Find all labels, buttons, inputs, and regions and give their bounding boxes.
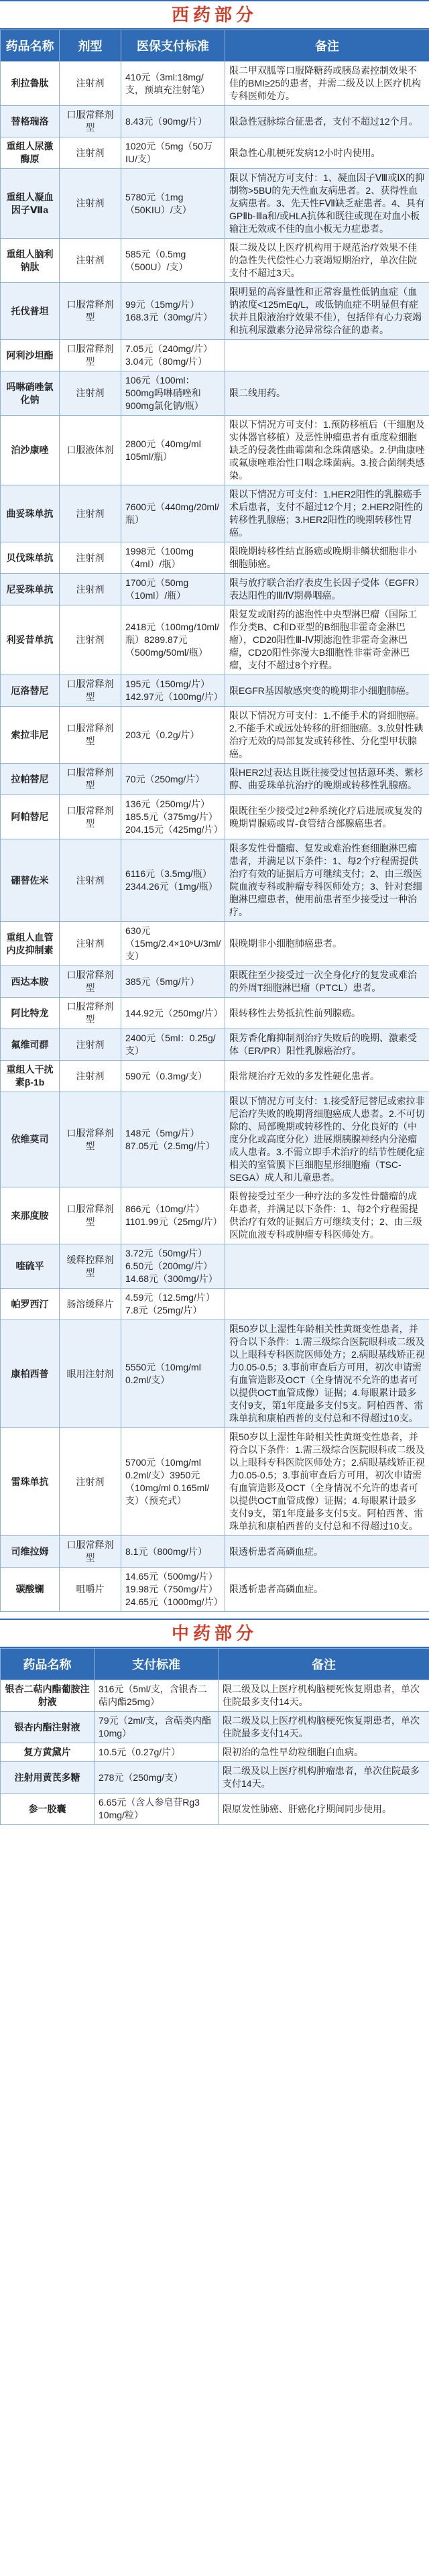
- drug-price: 385元（5mg/片）: [121, 966, 225, 998]
- drug-row: [1, 137, 429, 169]
- drug-name: 喹硫平: [1, 1244, 60, 1289]
- drug-note: [225, 1289, 429, 1320]
- drug-form: 注射剂: [60, 1029, 121, 1061]
- drug-note: 限50岁以上湿性年龄相关性黄斑变性患者，并符合以下条件：1.需三级综合医院眼科或二级及以上眼科专科医院医师处方；2.病眼基线矫正视力0.05-0.5；3.事前审查后方可用，初次申请需有血管造影及OCT（全身情况不允许的患者可以提供OCT血管成像）证据；4.每眼累计最多支付9支，第1年度最多支付5支。阿柏西普、雷珠单抗和康柏西普的支付总和不得超过10支。: [225, 1320, 429, 1428]
- drug-row: [1, 371, 429, 416]
- header-price: 医保支付标准: [121, 30, 225, 62]
- drug-row: [1, 707, 429, 764]
- drug-price: 1020元（5mg（50万IU/支）: [121, 137, 225, 169]
- drug-price: 866元（10mg/片）1101.99元（25mg/片）: [121, 1187, 225, 1244]
- drug-note: 限以下情况方可支付：1.不能手术的肾细胞癌。2.不能手术或远处转移的肝细胞癌。3.放射性碘治疗无效的局部复发或转移性、分化型甲状腺癌。: [225, 707, 429, 764]
- drug-note: [225, 340, 429, 371]
- drug-row: [1, 239, 429, 283]
- drug-row: [1, 675, 429, 707]
- drug-form: 咀嚼片: [60, 1568, 121, 1612]
- drug-form: 注射剂: [60, 169, 121, 239]
- drug-name: 吗啉硝唑氯化钠: [1, 371, 60, 416]
- drug-row: [1, 1244, 429, 1289]
- header-note: 备注: [225, 30, 429, 62]
- drug-form: 口服常释剂型: [60, 340, 121, 371]
- tcm-name: 注射用黄芪多糖: [1, 1762, 95, 1794]
- drug-form: 注射剂: [60, 239, 121, 283]
- tcm-row: [1, 1794, 429, 1825]
- drug-form: 口服常释剂型: [60, 1536, 121, 1568]
- tcm-price: 10.5元（0.27g/片）: [95, 1743, 219, 1762]
- western-table: [0, 30, 429, 1612]
- drug-name: 氟维司群: [1, 1029, 60, 1061]
- drug-name: 康柏西普: [1, 1320, 60, 1428]
- drug-form: 注射剂: [60, 574, 121, 605]
- drug-form: 注射剂: [60, 137, 121, 169]
- drug-note: 限晚期非小细胞肺癌患者。: [225, 922, 429, 966]
- drug-price: 7.05元（240mg/片）3.04元（80mg/片）: [121, 340, 225, 371]
- drug-row: [1, 1428, 429, 1536]
- drug-note: 限明显的高容量性和正常容量性低钠血症（血钠浓度<125mEq/L，或低钠血症不明显但有症状并且限液治疗效果不佳），包括伴有心力衰竭和抗利尿激素分泌异常综合征的患者。: [225, 283, 429, 340]
- tcm-header-note: 备注: [219, 1649, 429, 1680]
- drug-form: 口服常释剂型: [60, 966, 121, 998]
- tcm-header-name: 药品名称: [1, 1649, 95, 1680]
- drug-price: 106元（100ml：500mg吗啉硝唑和900mg氯化钠/瓶）: [121, 371, 225, 416]
- drug-name: 利妥昔单抗: [1, 605, 60, 675]
- drug-form: 注射剂: [60, 371, 121, 416]
- drug-row: [1, 764, 429, 795]
- drug-name: 利拉鲁肽: [1, 62, 60, 106]
- drug-form: 口服常释剂型: [60, 675, 121, 707]
- drug-row: [1, 106, 429, 137]
- drug-name: 硼替佐米: [1, 839, 60, 922]
- drug-note: 限二线用药。: [225, 371, 429, 416]
- tcm-price: 278元（250mg/支）: [95, 1762, 219, 1794]
- drug-price: 1700元（50mg（10ml）/瓶）: [121, 574, 225, 605]
- header-name: 药品名称: [1, 30, 60, 62]
- drug-note: 限以下情况方可支付：1.接受舒尼替尼或索拉非尼治疗失败的晚期肾细胞癌成人患者。2.不可切除的、局部晚期或转移性的、分化良好的（中度分化或高度分化）进展期胰腺神经内分泌瘤成人患者。3.不需立即手术治疗的结节性硬化症相关的室管膜下巨细胞星形细胞瘤（TSC-SEGA）成人和儿童患者。: [225, 1092, 429, 1187]
- drug-note: 限既往至少接受过2种系统化疗后进展或复发的晚期胃腺癌或胃-食管结合部腺癌患者。: [225, 795, 429, 839]
- drug-form: 注射剂: [60, 605, 121, 675]
- drug-name: 托伐普坦: [1, 283, 60, 340]
- drug-price: 4.59元（12.5mg/片）7.8元（25mg/片）: [121, 1289, 225, 1320]
- drug-row: [1, 340, 429, 371]
- header-form: 剂型: [60, 30, 121, 62]
- drug-form: 注射剂: [60, 485, 121, 542]
- drug-form: 口服常释剂型: [60, 795, 121, 839]
- western-section-title: 西药部分: [0, 0, 429, 30]
- tcm-price: 6.65元（含人参皂苷Rg3 10mg/粒）: [95, 1794, 219, 1825]
- drug-form: 注射剂: [60, 1061, 121, 1092]
- tcm-header-price: 支付标准: [95, 1649, 219, 1680]
- tcm-note: 限二级及以上医疗机构肿瘤患者，单次住院最多支付14天。: [219, 1762, 429, 1794]
- drug-name: 重组人血管内皮抑制素: [1, 922, 60, 966]
- drug-name: 帕罗西汀: [1, 1289, 60, 1320]
- drug-row: [1, 1061, 429, 1092]
- drug-form: 注射剂: [60, 1428, 121, 1536]
- drug-note: 限曾接受过至少一种疗法的多发性骨髓瘤的成年患者，并满足以下条件：1、每2个疗程需提供治疗有效的证据后方可继续支付；2、由三级医院血液专科或肿瘤专科医师处方。: [225, 1187, 429, 1244]
- drug-note: 限与放疗联合治疗表皮生长因子受体（EGFR）表达阳性的Ⅲ/Ⅳ期鼻咽癌。: [225, 574, 429, 605]
- drug-note: 限HER2过表达且既往接受过包括蒽环类、紫杉醇、曲妥珠单抗治疗的晚期或转移性乳腺癌。: [225, 764, 429, 795]
- drug-row: [1, 1320, 429, 1428]
- drug-name: 司维拉姆: [1, 1536, 60, 1568]
- drug-price: 5550元（10mg/ml 0.2ml/支）: [121, 1320, 225, 1428]
- tcm-table: [0, 1648, 429, 1825]
- drug-row: [1, 416, 429, 485]
- drug-form: 口服常释剂型: [60, 283, 121, 340]
- drug-name: 重组人凝血因子Ⅶa: [1, 169, 60, 239]
- drug-price: 410元（3ml:18mg/支，预填充注射笔）: [121, 62, 225, 106]
- drug-note: 限以下情况方可支付：1、凝血因子Ⅷ或Ⅸ的抑制物>5BU的先天性血友病患者。2、获得性血友病患者。3、先天性FⅦ缺乏症患者。4、具有GPⅡb-Ⅲa和/或HLA抗体和既往或现在对血小板输注无效或不佳的血小板无力症患者。: [225, 169, 429, 239]
- drug-form: 眼用注射剂: [60, 1320, 121, 1428]
- drug-form: 肠溶缓释片: [60, 1289, 121, 1320]
- western-table-body: [1, 62, 429, 1612]
- tcm-note: 限初治的急性早幼粒细胞白血病。: [219, 1743, 429, 1762]
- drug-row: [1, 922, 429, 966]
- drug-row: [1, 283, 429, 340]
- tcm-row: [1, 1712, 429, 1743]
- drug-form: 口服常释剂型: [60, 106, 121, 137]
- drug-name: 曲妥珠单抗: [1, 485, 60, 542]
- drug-price: 3.72元（50mg/片）6.50元（200mg/片）14.68元（300mg/片）: [121, 1244, 225, 1289]
- drug-name: 西达本胺: [1, 966, 60, 998]
- drug-row: [1, 1092, 429, 1187]
- tcm-note: 限二级及以上医疗机构脑梗死恢复期患者，单次住院最多支付14天。: [219, 1680, 429, 1712]
- drug-note: 限二级及以上医疗机构用于规范治疗效果不佳的急性失代偿性心力衰竭短期治疗，单次住院支付不超过3天。: [225, 239, 429, 283]
- tcm-price: 79元（2ml/支，含萜类内酯10mg）: [95, 1712, 219, 1743]
- drug-price: 8.1元（800mg/片）: [121, 1536, 225, 1568]
- drug-row: [1, 1289, 429, 1320]
- drug-name: 雷珠单抗: [1, 1428, 60, 1536]
- drug-name: 依维莫司: [1, 1092, 60, 1187]
- drug-price: 203元（0.2g/片）: [121, 707, 225, 764]
- drug-price: 585元（0.5mg（500U）/支）: [121, 239, 225, 283]
- drug-name: 重组人尿激酶原: [1, 137, 60, 169]
- drug-note: 限以下情况方可支付：1.HER2阳性的乳腺癌手术后患者，支付不超过12个月；2.HER2阳性的转移性乳腺癌；3.HER2阳性的晚期转移性胃癌。: [225, 485, 429, 542]
- drug-price: 2400元（5ml：0.25g/支）: [121, 1029, 225, 1061]
- drug-form: 口服常释剂型: [60, 1092, 121, 1187]
- drug-name: 阿利沙坦酯: [1, 340, 60, 371]
- drug-note: 限以下情况方可支付：1.预防移植后（干细胞及实体器官移植）及恶性肿瘤患者有重度粒细胞缺乏的侵袭性曲霉菌和念珠菌感染。2.伊曲康唑或氟康唑难治性口咽念珠菌病。3.接合菌纲类感染。: [225, 416, 429, 485]
- tcm-row: [1, 1762, 429, 1794]
- drug-row: [1, 795, 429, 839]
- drug-price: 195元（150mg/片）142.97元（100mg/片）: [121, 675, 225, 707]
- drug-name: 尼妥珠单抗: [1, 574, 60, 605]
- tcm-table-body: [1, 1680, 429, 1825]
- drug-row: [1, 169, 429, 239]
- drug-name: 替格瑞洛: [1, 106, 60, 137]
- drug-note: [225, 1244, 429, 1289]
- drug-form: 缓释控释剂型: [60, 1244, 121, 1289]
- western-header-row: [1, 30, 429, 62]
- drug-row: [1, 966, 429, 998]
- drug-price: 7600元（440mg/20ml/瓶）: [121, 485, 225, 542]
- drug-price: 136元（250mg/片）185.5元（375mg/片）204.15元（425mg/片）: [121, 795, 225, 839]
- drug-name: 阿比特龙: [1, 998, 60, 1029]
- drug-form: 口服常释剂型: [60, 707, 121, 764]
- drug-price: 148元（5mg/片）87.05元（2.5mg/片）: [121, 1092, 225, 1187]
- drug-name: 索拉非尼: [1, 707, 60, 764]
- drug-price: 1998元（100mg（4ml）/瓶）: [121, 542, 225, 574]
- drug-form: 注射剂: [60, 62, 121, 106]
- drug-row: [1, 485, 429, 542]
- drug-form: 口服常释剂型: [60, 1187, 121, 1244]
- drug-row: [1, 839, 429, 922]
- drug-name: 来那度胺: [1, 1187, 60, 1244]
- tcm-price: 316元（5ml/支，含银杏二萜内酯25mg）: [95, 1680, 219, 1712]
- drug-name: 贝伐珠单抗: [1, 542, 60, 574]
- tcm-note: 限二级及以上医疗机构脑梗死恢复期患者，单次住院最多支付14天。: [219, 1712, 429, 1743]
- tcm-name: 参一胶囊: [1, 1794, 95, 1825]
- drug-price: 70元（250mg/片）: [121, 764, 225, 795]
- drug-form: 口服常释剂型: [60, 764, 121, 795]
- drug-price: 5700元（10mg/ml 0.2ml/支）3950元（10mg/ml 0.165ml/支）（预充式）: [121, 1428, 225, 1536]
- drug-row: [1, 998, 429, 1029]
- drug-row: [1, 62, 429, 106]
- drug-row: [1, 1029, 429, 1061]
- drug-note: 限急性心肌梗死发病12小时内使用。: [225, 137, 429, 169]
- drug-price: 590元（0.3mg/支）: [121, 1061, 225, 1092]
- drug-name: 阿帕替尼: [1, 795, 60, 839]
- drug-row: [1, 1187, 429, 1244]
- drug-note: 限透析患者高磷血症。: [225, 1568, 429, 1612]
- drug-name: 碳酸镧: [1, 1568, 60, 1612]
- drug-price: 2800元（40mg/ml 105ml/瓶）: [121, 416, 225, 485]
- tcm-header-row: [1, 1649, 429, 1680]
- drug-form: 口服常释剂型: [60, 998, 121, 1029]
- drug-row: [1, 605, 429, 675]
- drug-form: 注射剂: [60, 839, 121, 922]
- drug-note: 限既往至少接受过一次全身化疗的复发或难治的外周T细胞淋巴瘤（PTCL）患者。: [225, 966, 429, 998]
- tcm-section-title: 中药部分: [0, 1619, 429, 1648]
- drug-name: 泊沙康唑: [1, 416, 60, 485]
- drug-form: 口服液体剂: [60, 416, 121, 485]
- tcm-row: [1, 1743, 429, 1762]
- drug-row: [1, 542, 429, 574]
- drug-name: 拉帕替尼: [1, 764, 60, 795]
- tcm-name: 银杏二萜内酯葡胺注射液: [1, 1680, 95, 1712]
- drug-row: [1, 574, 429, 605]
- drug-note: 限50岁以上湿性年龄相关性黄斑变性患者，并符合以下条件：1.需三级综合医院眼科或二级及以上眼科专科医院医师处方；2.病眼基线矫正视力0.05-0.5；3.事前审查后方可用，初次申请需有血管造影及OCT（全身情况不允许的患者可以提供OCT血管成像）证据；4.每眼累计最多支付9支，第1年度最多支付5支。阿柏西普、雷珠单抗和康柏西普的支付总和不得超过10支。: [225, 1428, 429, 1536]
- drug-note: 限透析患者高磷血症。: [225, 1536, 429, 1568]
- drug-row: [1, 1536, 429, 1568]
- drug-price: 14.65元（500mg/片）19.98元（750mg/片）24.65元（1000mg/片）: [121, 1568, 225, 1612]
- drug-form: 注射剂: [60, 542, 121, 574]
- drug-price: 6116元（3.5mg/瓶）2344.26元（1mg/瓶）: [121, 839, 225, 922]
- drug-note: 限常规治疗无效的多发性硬化患者。: [225, 1061, 429, 1092]
- drug-row: [1, 1568, 429, 1612]
- tcm-note: 限原发性肺癌、肝癌化疗期间同步使用。: [219, 1794, 429, 1825]
- drug-note: 限转移性去势抵抗性前列腺癌。: [225, 998, 429, 1029]
- drug-form: 注射剂: [60, 922, 121, 966]
- drug-note: 限EGFR基因敏感突变的晚期非小细胞肺癌。: [225, 675, 429, 707]
- drug-name: 厄洛替尼: [1, 675, 60, 707]
- drug-note: 限芳香化酶抑制剂治疗失败后的晚期、激素受体（ER/PR）阳性乳腺癌治疗。: [225, 1029, 429, 1061]
- tcm-name: 银杏内酯注射液: [1, 1712, 95, 1743]
- drug-price: 2418元（100mg/10ml/瓶）8289.87元（500mg/50ml/瓶）: [121, 605, 225, 675]
- tcm-row: [1, 1680, 429, 1712]
- drug-note: 限晚期转移性结直肠癌或晚期非鳞状细胞非小细胞肺癌。: [225, 542, 429, 574]
- drug-price: 8.43元（90mg/片）: [121, 106, 225, 137]
- drug-note: 限复发或耐药的滤泡性中央型淋巴瘤（国际工作分类B、C和D亚型的B细胞非霍奇金淋巴瘤），CD20阳性Ⅲ-Ⅳ期滤泡性非霍奇金淋巴瘤，CD20阳性弥漫大B细胞性非霍奇金淋巴瘤，支付不超过8个疗程。: [225, 605, 429, 675]
- tcm-name: 复方黄黛片: [1, 1743, 95, 1762]
- drug-price: 99元（15mg/片）168.3元（30mg/片）: [121, 283, 225, 340]
- drug-note: 限多发性骨髓瘤、复发或难治性套细胞淋巴瘤患者，并满足以下条件：1、每2个疗程需提供治疗有效的证据后方可继续支付；2、由三级医院血液专科或肿瘤专科医师处方；3、针对套细胞淋巴瘤患者，使用前患者至少接受过一种治疗。: [225, 839, 429, 922]
- drug-note: 限二甲双胍等口服降糖药或胰岛素控制效果不佳的BMI≥25的患者，并需二级及以上医疗机构专科医师处方。: [225, 62, 429, 106]
- drug-note: 限急性冠脉综合征患者，支付不超过12个月。: [225, 106, 429, 137]
- drug-name: 重组人脑利钠肽: [1, 239, 60, 283]
- drug-name: 重组人干扰素β-1b: [1, 1061, 60, 1092]
- drug-price: 630元（15mg/2.4×10⁵U/3ml/支）: [121, 922, 225, 966]
- drug-price: 5780元（1mg（50KIU）/支）: [121, 169, 225, 239]
- drug-price: 144.92元（250mg/片）: [121, 998, 225, 1029]
